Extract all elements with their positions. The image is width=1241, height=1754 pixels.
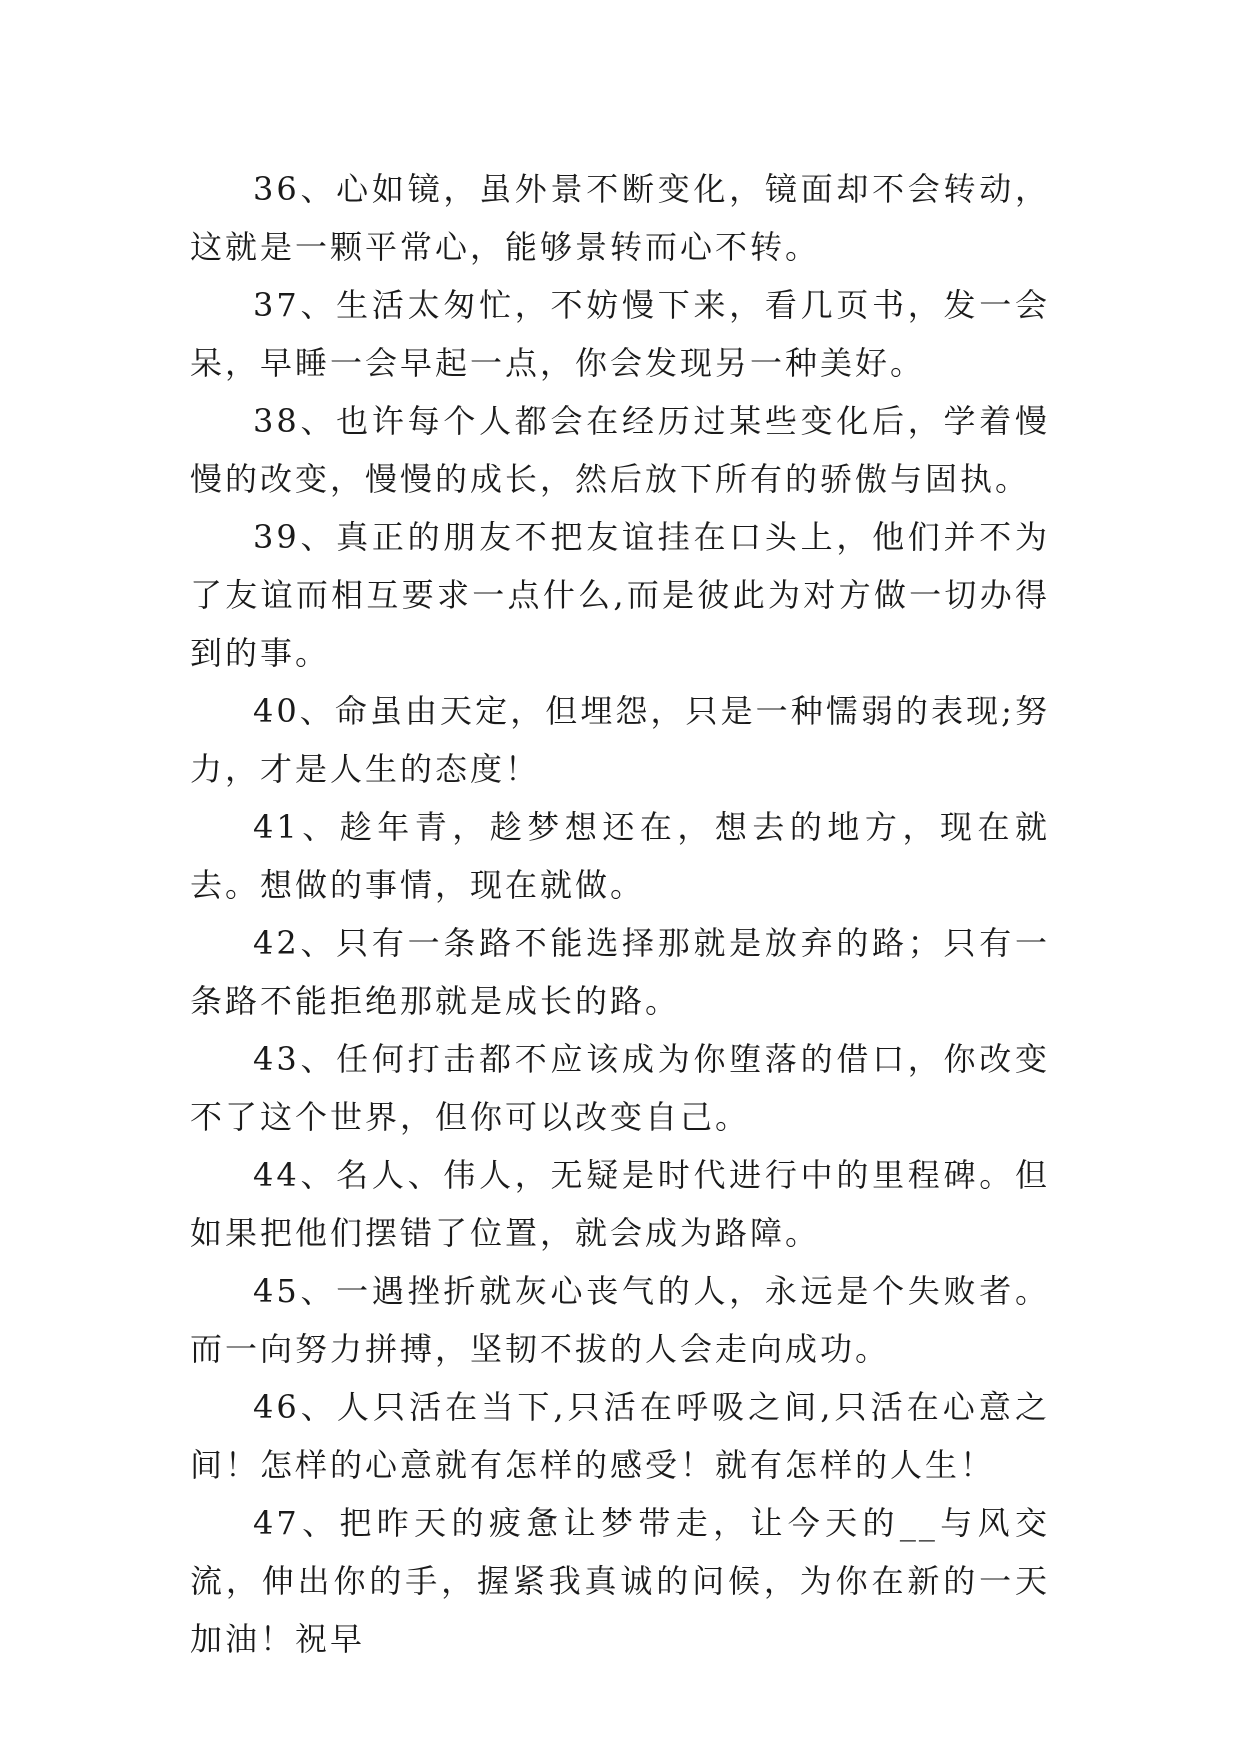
paragraph-39: 39、真正的朋友不把友谊挂在口头上，他们并不为了友谊而相互要求一点什么,而是彼此为对方做一切办得到的事。 xyxy=(190,518,1050,672)
paragraph-46: 46、人只活在当下,只活在呼吸之间,只活在心意之间！怎样的心意就有怎样的感受！就有怎样的人生！ xyxy=(190,1388,1050,1484)
paragraph-36: 36、心如镜，虽外景不断变化，镜面却不会转动，这就是一颗平常心，能够景转而心不转。 xyxy=(190,170,1050,266)
paragraph-43: 43、任何打击都不应该成为你堕落的借口，你改变不了这个世界，但你可以改变自己。 xyxy=(190,1040,1050,1136)
paragraph-37: 37、生活太匆忙，不妨慢下来，看几页书，发一会呆，早睡一会早起一点，你会发现另一种美好。 xyxy=(190,286,1050,382)
paragraph-40: 40、命虽由天定，但埋怨，只是一种懦弱的表现;努力，才是人生的态度！ xyxy=(190,692,1050,788)
document-body xyxy=(190,160,1050,1668)
paragraph-44: 44、名人、伟人，无疑是时代进行中的里程碑。但如果把他们摆错了位置，就会成为路障。 xyxy=(190,1156,1050,1252)
paragraph-42: 42、只有一条路不能选择那就是放弃的路；只有一条路不能拒绝那就是成长的路。 xyxy=(190,924,1050,1020)
paragraph-41: 41、趁年青，趁梦想还在，想去的地方，现在就去。想做的事情，现在就做。 xyxy=(190,808,1050,904)
paragraph-45: 45、一遇挫折就灰心丧气的人，永远是个失败者。而一向努力拼搏，坚韧不拔的人会走向成功。 xyxy=(190,1272,1050,1368)
paragraph-38: 38、也许每个人都会在经历过某些变化后，学着慢慢的改变，慢慢的成长，然后放下所有的骄傲与固执。 xyxy=(190,402,1050,498)
paragraph-47: 47、把昨天的疲惫让梦带走，让今天的__与风交流，伸出你的手，握紧我真诚的问候，为你在新的一天加油！祝早 xyxy=(190,1504,1050,1658)
